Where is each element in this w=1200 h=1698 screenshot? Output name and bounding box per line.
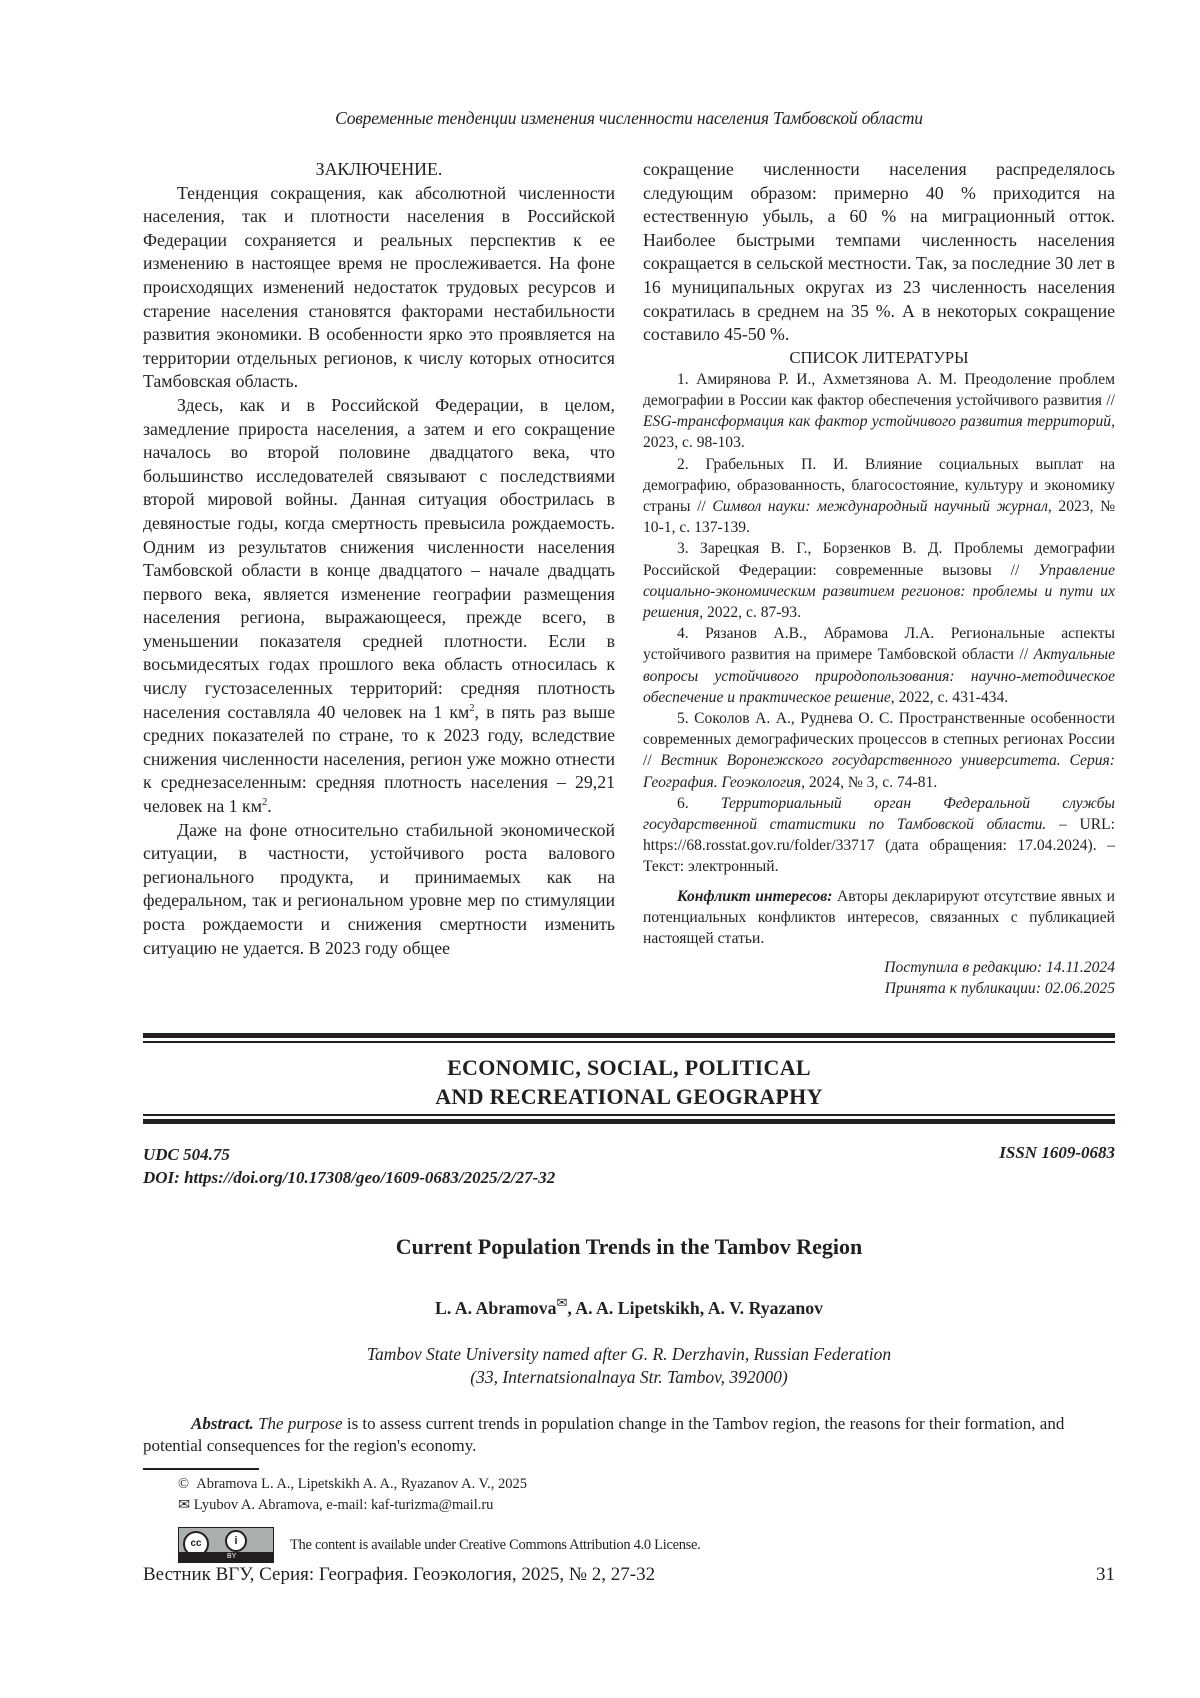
reference-item: 3. Зарецкая В. Г., Борзенков В. Д. Проблемы демографии Российской Федерации: современные вызовы // Управление социально-экономическим развитием регионов: проблемы и пути их решения, 2022, с. 87-93. — [643, 540, 1115, 621]
article-title: Current Population Trends in the Tambov Region — [395, 1234, 863, 1259]
creative-commons-icon: cc — [183, 1531, 209, 1557]
copyright-icon: © — [178, 1476, 190, 1492]
authors: L. A. Abramova✉, A. A. Lipetskikh, A. V. Ryazanov — [434, 1295, 824, 1318]
paragraph: Тенденция сокращения, как абсолютной численности населения, так и плотности населения в Российской Федерации сохраняется и реальных перспектив к ее изменению в настоящее время не прослеживается. На фоне происходящих изменений недостаток трудовых ресурсов и старение населения становятся факторами нестабильности развития экономики. В особенности ярко это проявляется на территории отдельных регионов, к числу которых относится Тамбовская область. — [143, 182, 615, 392]
publication-dates: Поступила в редакцию: 14.11.2024 Принята к публикации: 02.06.2025 — [884, 959, 1115, 998]
left-column — [143, 158, 615, 960]
paragraph: Даже на фоне относительно стабильной экономической ситуации, в частности, устойчивого роста валового регионального продукта, и принимаемых как на федеральном, так и региональном уровне мер по стимуляции роста рождаемости и снижения смертности изменить ситуацию не удается. В 2023 году общее — [143, 819, 615, 958]
reference-item: 2. Грабельных П. И. Влияние социальных выплат на демографию, образованность, благосостояние, культуру и экономику страны // Символ науки: международный научный журнал, 2023, № 10-1, с. 137-139. — [643, 455, 1115, 537]
reference-item: 1. Амирянова Р. И., Ахметзянова А. М. Преодоление проблем демографии в России как фактор обеспечения устойчивого развития // ESG-трансформация как фактор устойчивого развития территорий, 2023, с. 98-103. — [643, 370, 1115, 452]
issn: ISSN 1609-0683 — [999, 1143, 1115, 1162]
footer-journal: Вестник ВГУ, Серия: География. Геоэкология, 2025, № 2, 27-32 — [143, 1564, 656, 1585]
cc-by-license-badge[interactable] — [178, 1527, 274, 1563]
contact-note: ✉ Lyubov A. Abramova, e-mail: kaf-turizma@mail.ru — [178, 1497, 494, 1513]
section-rule-top — [143, 1033, 1115, 1043]
envelope-icon: ✉ — [556, 1295, 568, 1310]
abstract: Abstract. The purpose is to assess current trends in population change in the Tambov region, the reasons for their formation, and potential consequences for the region's economy. — [143, 1414, 1065, 1455]
affiliation: Tambov State University named after G. R. Derzhavin, Russian Federation (33, Internatsionalnaya Str. Tambov, 392000) — [366, 1344, 892, 1387]
doi-link[interactable]: DOI: https://doi.org/10.17308/geo/1609-0683/2025/2/27-32 — [143, 1168, 556, 1187]
references-list — [643, 369, 1115, 1000]
udc: UDC 504.75 — [143, 1145, 230, 1164]
reference-item: 5. Соколов А. А., Руднева О. С. Пространственные особенности современных демографических процессов в степных регионах России // Вестник Воронежского государственного университета. Серия: География. Геоэкология, 2024, № 3, с. 74-81. — [643, 710, 1115, 791]
conflict-of-interest: Конфликт интересов: Авторы декларируют отсутствие явных и потенциальных конфликтов интересов, связанных с публикацией настоящей статьи. — [643, 887, 1115, 948]
footnote-rule — [143, 1468, 259, 1470]
page-number: 31 — [1096, 1564, 1115, 1585]
section-rule-bottom — [143, 1114, 1115, 1124]
copyright-note: © Abramova L. A., Lipetskikh A. A., Ryazanov A. V., 2025 — [178, 1476, 528, 1492]
license-text: The content is available under Creative Commons Attribution 4.0 License. — [290, 1537, 701, 1553]
conclusion-heading: ЗАКЛЮЧЕНИЕ. — [315, 159, 443, 179]
envelope-icon: ✉ — [178, 1497, 191, 1513]
paragraph: сокращение численности населения распределялось следующим образом: примерно 40 % приходится на естественную убыль, а 60 % на миграционный отток. Наиболее быстрыми темпами численность населения сокращается в сельской местности. Так, за последние 30 лет в 16 муниципальных округах из 23 численность населения сократилась в среднем на 35 %. А в некоторых сокращение составило 45-50 %. — [643, 159, 1115, 345]
reference-item: 4. Рязанов А.В., Абрамова Л.А. Региональные аспекты устойчивого развития на примере Тамбовской области // Актуальные вопросы устойчивого природопользования: научно-методическое обеспечение и практическое решение, 2022, с. 431-434. — [643, 625, 1115, 706]
references-heading: СПИСОК ЛИТЕРАТУРЫ — [789, 347, 969, 367]
reference-item: 6. Территориальный орган Федеральной службы государственной статистики по Тамбовской области. – URL: https://68.rosstat.gov.ru/folder/33717 (дата обращения: 17.04.2024). – Текст: электронный. — [643, 794, 1115, 876]
running-head: Современные тенденции изменения численности населения Тамбовской области — [335, 108, 923, 128]
attribution-person-icon: i — [225, 1530, 247, 1552]
udc-doi — [143, 1143, 555, 1189]
by-label: BY — [227, 1553, 237, 1560]
section-title: ECONOMIC, SOCIAL, POLITICAL AND RECREATIONAL GEOGRAPHY — [435, 1055, 823, 1109]
right-column — [643, 158, 1115, 1000]
paragraph: Здесь, как и в Российской Федерации, в целом, замедление прироста населения, а затем и его сокращение началось во второй половине двадцатого века, что большинство исследователей связывают с последствиями второй мировой войны. Данная ситуация обострилась в девяностые годы, когда смертность превысила рождаемость. Одним из результатов снижения численности населения Тамбовской области в конце двадцатого – начале двадцать первого века, является изменение географии размещения населения региона, выражающееся, прежде всего, в уменьшении показателя средней плотности. Если в восьмидесятых годах прошлого века область относилась к числу густозаселенных территорий: средняя плотность населения составляла 40 человек на 1 $км^2$, в пять раз выше средних показателей по стране, то к 2023 году, вследствие снижения численности населения, регион уже можно отнести к среднезаселенным: средняя плотность населения – 29,21 человек на 1 $км^2$. — [143, 394, 615, 817]
